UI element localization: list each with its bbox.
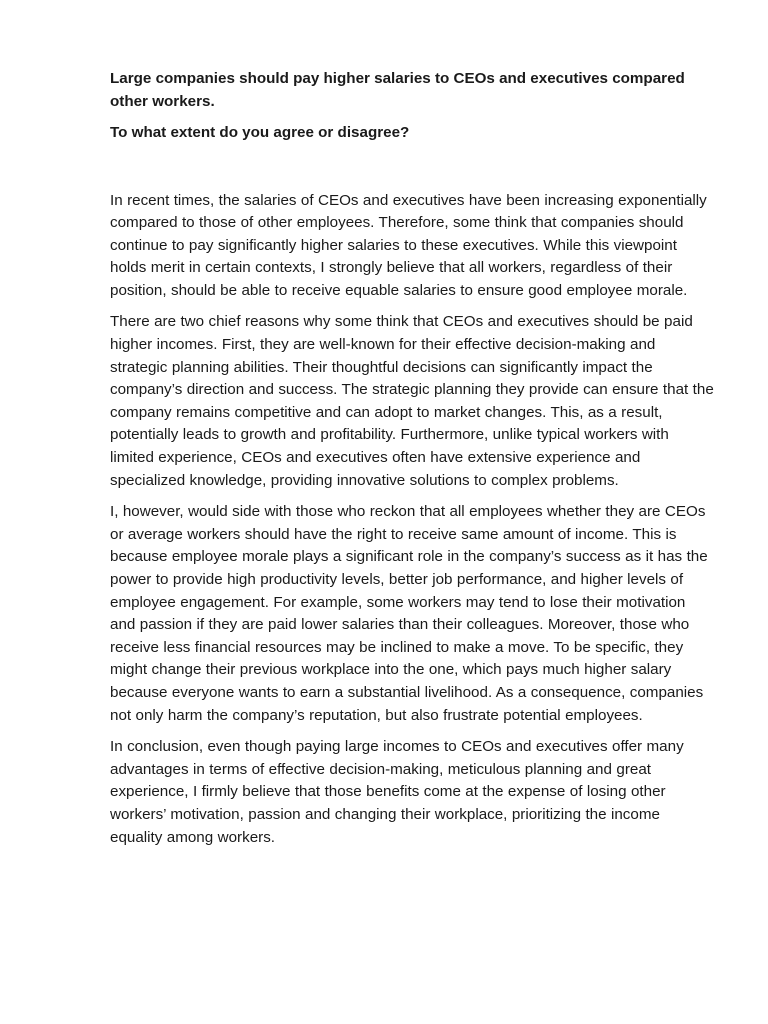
conclusion-paragraph: In conclusion, even though paying large incomes to CEOs and executives offer many advantages in terms of effective decision-making, meticulous planning and great experience, I firmly believe that those benefits come at the expense of losing other workers’ motivation, passion and changing their workplace, prioritizing the income equality among workers. xyxy=(110,738,684,846)
introduction-paragraph: In recent times, the salaries of CEOs and executives have been increasing exponentially compared to those of other employees. Therefore, some think that companies should continue to pay significantly higher salaries to these executives. While this viewpoint holds merit in certain contexts, I strongly believe that all workers, regardless of their position, should be able to receive equable salaries to ensure good employee morale. xyxy=(110,191,707,299)
essay-text xyxy=(110,190,714,850)
body-paragraph-1: There are two chief reasons why some think that CEOs and executives should be paid higher incomes. First, they are well-known for their effective decision-making and strategic planning abilities. Their thoughtful decisions can significantly impact the company’s direction and success. The strategic planning they provide can ensure that the company remains competitive and can adopt to market changes. This, as a result, potentially leads to growth and profitability. Furthermore, unlike typical workers with limited experience, CEOs and executives often have extensive experience and specialized knowledge, providing innovative solutions to complex problems. xyxy=(110,313,714,489)
document-body xyxy=(110,68,714,858)
body-paragraph-2: I, however, would side with those who reckon that all employees whether they are CEOs or average workers should have the right to receive same amount of income. This is because employee morale plays a significant role in the company’s success as it has the power to provide high productivity levels, better job performance, and higher levels of employee engagement. For example, some workers may tend to lose their motivation and passion if they are paid lower salaries than their colleagues. Moreover, those who receive less financial resources may be inclined to make a move. To be specific, they might change their previous workplace into the one, which pays much higher salary because everyone wants to earn a substantial livelihood. As a consequence, companies not only harm the company’s reputation, but also frustrate potential employees. xyxy=(110,503,708,724)
essay-prompt: Large companies should pay higher salaries to CEOs and executives compared other workers. xyxy=(110,70,685,110)
essay-question: To what extent do you agree or disagree? xyxy=(110,124,410,141)
